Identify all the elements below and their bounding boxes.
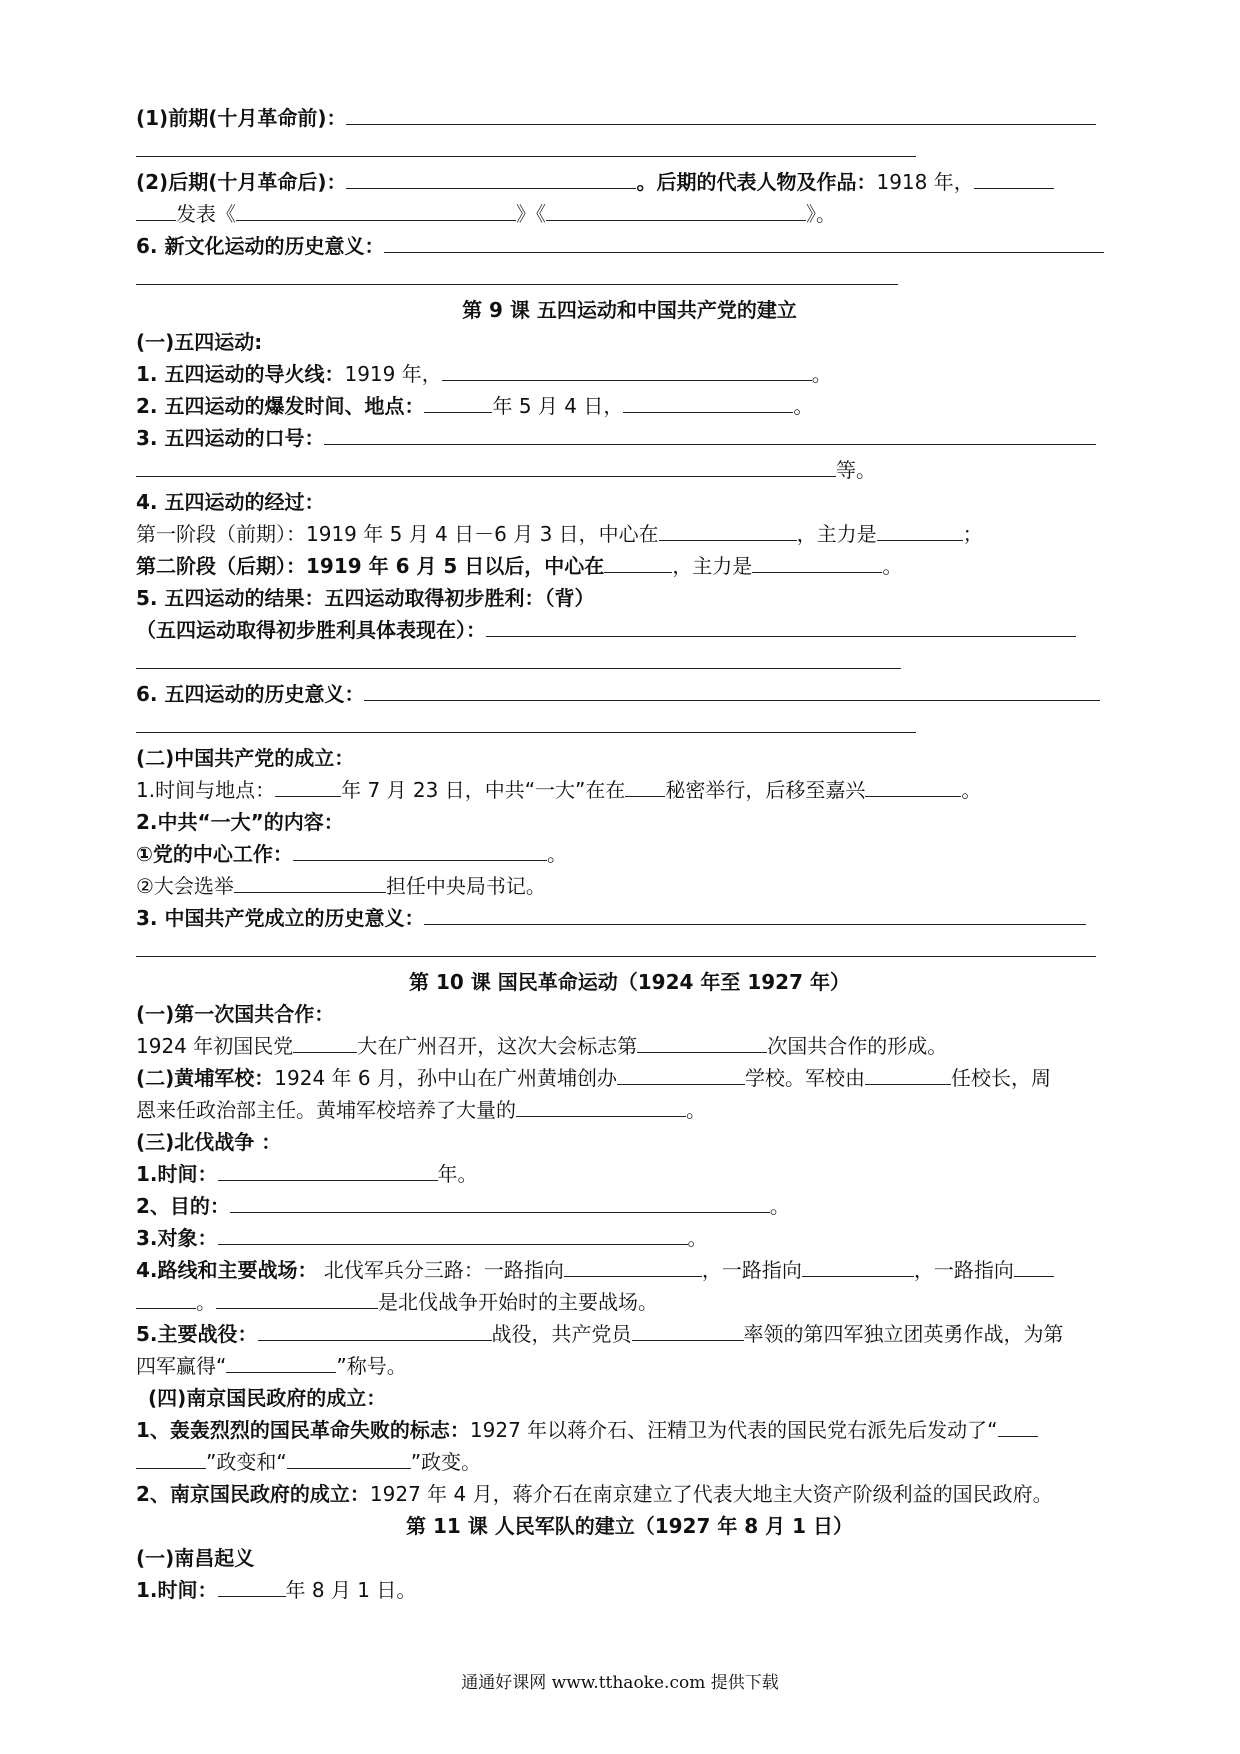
blank	[346, 102, 1096, 125]
blank	[802, 1254, 914, 1277]
t-failure-sign: 1、轰轰烈烈的国民革命失败的标志：1927 年以蒋介石、汪精卫为代表的国民党右派先后发动了“	[136, 1414, 1123, 1446]
blank	[230, 1190, 770, 1213]
blank	[384, 230, 1104, 253]
blank	[324, 422, 1096, 445]
line-early-period: (1)前期(十月革命前)：	[136, 102, 1123, 134]
q-slogan: 3. 五四运动的口号：	[136, 422, 1123, 454]
blank	[604, 550, 672, 573]
blank	[218, 1158, 438, 1181]
blank	[865, 1062, 951, 1085]
blank	[752, 550, 882, 573]
lesson-10-heading: 第 10 课 国民革命运动（1924 年至 1927 年）	[409, 970, 850, 994]
blank	[218, 1222, 688, 1245]
t-routes: 4.路线和主要战场： 北伐军兵分三路：一路指向 ，一路指向 ，一路指向	[136, 1254, 1123, 1286]
blank	[865, 774, 961, 797]
blank	[659, 518, 797, 541]
blank	[546, 198, 806, 221]
blank	[218, 1574, 286, 1597]
c-central-work: ①党的中心工作： 。	[136, 838, 1123, 870]
t-battles-cont: 四军赢得“ ”称号。	[136, 1350, 1123, 1382]
blank	[1014, 1254, 1054, 1277]
blank	[136, 454, 836, 477]
section-ccp-founding: (二)中国共产党的成立：	[136, 746, 355, 770]
blank	[486, 614, 1076, 637]
blank	[346, 166, 636, 189]
blank	[216, 1286, 378, 1309]
q-result: 5. 五四运动的结果：五四运动取得初步胜利：（背）	[136, 586, 595, 610]
blank	[424, 902, 1086, 925]
q-slogan-cont: 等。	[136, 454, 1123, 486]
t-purpose: 2、目的： 。	[136, 1190, 1123, 1222]
blank	[625, 774, 665, 797]
lesson-9-heading: 第 9 课 五四运动和中国共产党的建立	[462, 298, 797, 322]
blank	[293, 838, 547, 861]
line-blank	[136, 934, 1123, 966]
t-uprising-time: 1.时间： 年 8 月 1 日。	[136, 1574, 1123, 1606]
blank	[136, 710, 916, 733]
c-election: ②大会选举 担任中央局书记。	[136, 870, 1123, 902]
c-ccp-significance: 3. 中国共产党成立的历史意义：	[136, 902, 1123, 934]
blank	[136, 1286, 196, 1309]
blank	[293, 1030, 357, 1053]
line-late-period: (2)后期(十月革命后)： 。后期的代表人物及作品：1918 年，	[136, 166, 1123, 198]
section-first-cooperation: (一)第一次国共合作：	[136, 1002, 335, 1026]
blank	[258, 1318, 492, 1341]
q-phase-2: 第二阶段（后期）：1919 年 6 月 5 日以后，中心在 ，主力是 。	[136, 550, 1123, 582]
t-whampoa: (二)黄埔军校：1924 年 6 月，孙中山在广州黄埔创办 学校。军校由 任校长，周	[136, 1062, 1123, 1094]
t-target: 3.对象： 。	[136, 1222, 1123, 1254]
blank	[637, 1030, 767, 1053]
blank	[234, 870, 386, 893]
blank	[136, 198, 176, 221]
section-may-fourth: (一)五四运动:	[136, 330, 263, 354]
q-trigger: 1. 五四运动的导火线：1919 年， 。	[136, 358, 1123, 390]
blank	[877, 518, 963, 541]
q-time-place: 2. 五四运动的爆发时间、地点： 年 5 月 4 日， 。	[136, 390, 1123, 422]
blank	[632, 1318, 744, 1341]
q-phase-1: 第一阶段（前期）：1919 年 5 月 4 日－6 月 3 日，中心在 ，主力是 ；	[136, 518, 1123, 550]
t-battles: 5.主要战役： 战役，共产党员 率领的第四军独立团英勇作战，为第	[136, 1318, 1123, 1350]
t-time: 1.时间： 年。	[136, 1158, 1123, 1190]
blank	[136, 1446, 206, 1469]
line-blank	[136, 710, 1123, 742]
t-whampoa-cont: 恩来任政治部主任。黄埔军校培养了大量的 。	[136, 1094, 1123, 1126]
blank	[424, 390, 492, 413]
blank	[226, 1350, 336, 1373]
t-failure-sign-cont: ”政变和“ ”政变。	[136, 1446, 1123, 1478]
blank	[564, 1254, 702, 1277]
blank	[136, 134, 916, 157]
blank	[516, 1094, 686, 1117]
page-footer: 通通好课网 www.tthaoke.com 提供下载	[461, 1673, 779, 1693]
blank	[617, 1062, 745, 1085]
t-routes-cont: 。 是北伐战争开始时的主要战场。	[136, 1286, 1123, 1318]
blank	[364, 678, 1100, 701]
c-congress-content: 2.中共“一大”的内容：	[136, 810, 344, 834]
section-nanchang-uprising: (一)南昌起义	[136, 1546, 255, 1570]
q-may-fourth-significance: 6. 五四运动的历史意义：	[136, 678, 1123, 710]
section-northern-expedition: (三)北伐战争 ：	[136, 1130, 282, 1154]
blank	[998, 1414, 1038, 1437]
t-nanjing-founding: 2、南京国民政府的成立：1927 年 4 月，蒋介石在南京建立了代表大地主大资产阶级利益的国民政府。	[136, 1482, 1053, 1506]
blank	[136, 262, 898, 285]
q-result-detail: （五四运动取得初步胜利具体表现在）：	[136, 614, 1123, 646]
blank	[236, 198, 516, 221]
line-blank	[136, 134, 1123, 166]
line-blank	[136, 646, 1123, 678]
blank	[136, 646, 901, 669]
line-blank	[136, 262, 1123, 294]
blank	[275, 774, 341, 797]
blank	[136, 934, 1096, 957]
line-works: 发表《 》《 》。	[136, 198, 1123, 230]
t-cooperation-line: 1924 年初国民党 大在广州召开，这次大会标志第 次国共合作的形成。	[136, 1030, 1123, 1062]
blank	[442, 358, 812, 381]
section-nanjing-government: (四)南京国民政府的成立：	[148, 1386, 387, 1410]
line-newculture-significance: 6. 新文化运动的历史意义：	[136, 230, 1123, 262]
blank	[623, 390, 793, 413]
blank	[974, 166, 1054, 189]
c-time-place: 1.时间与地点： 年 7 月 23 日，中共“一大”在在 秘密举行，后移至嘉兴 。	[136, 774, 1123, 806]
lesson-11-heading: 第 11 课 人民军队的建立（1927 年 8 月 1 日）	[405, 1514, 854, 1538]
q-process: 4. 五四运动的经过：	[136, 490, 325, 514]
blank	[287, 1446, 411, 1469]
